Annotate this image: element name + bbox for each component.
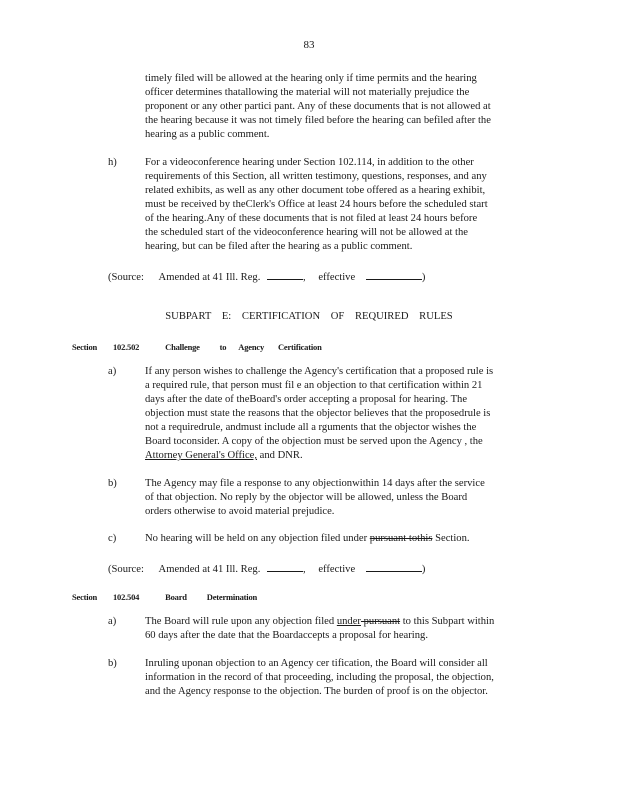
text-line: hearing, but can be filed after the hearing as a public comment. bbox=[145, 241, 413, 252]
text-line: the scheduled start of the videoconference hearing will not be allowed at the bbox=[145, 227, 468, 238]
comma: , bbox=[303, 564, 306, 575]
underlined-insertion: Attorney General's Office, bbox=[145, 450, 258, 461]
item-h-paragraph bbox=[145, 156, 537, 254]
text-line: must be received by theClerk's Office at least 24 hours before the scheduled start bbox=[145, 199, 488, 210]
section-504-item-a bbox=[145, 615, 537, 643]
text-line: 60 days after the date that the Boardaccepts a proposal for hearing. bbox=[145, 630, 428, 641]
text-line: not a requiredrule, andmust include all a rguments that the objector wishes the bbox=[145, 422, 477, 433]
text-line: officer determines thatallowing the material will not materially prejudice the bbox=[145, 87, 470, 98]
effective-date-blank bbox=[366, 560, 422, 572]
section-title-word: to bbox=[219, 342, 227, 352]
text-fragment: The Board will rule upon any objection filed bbox=[145, 616, 337, 627]
section-title-word: Board bbox=[165, 592, 187, 602]
section-102-502-heading bbox=[72, 340, 322, 354]
text-line: a required rule, that person must fil e an objection to that certification within 21 bbox=[145, 380, 483, 391]
close-paren: ) bbox=[421, 564, 426, 575]
text-line: The Agency may file a response to any objectionwithin 14 days after the service bbox=[145, 478, 485, 489]
section-502-item-a bbox=[145, 365, 537, 463]
text-line: of the hearing.Any of these documents that is not filed at least 24 hours before bbox=[145, 213, 478, 224]
text-line: of that objection. No reply by the objector will be allowed, unless the Board bbox=[145, 492, 468, 503]
item-a-marker: a) bbox=[108, 616, 117, 627]
source-note-1 bbox=[108, 268, 425, 285]
continuation-paragraph bbox=[145, 72, 537, 142]
amended-text: Amended at 41 Ill. Reg. bbox=[158, 564, 261, 575]
underlined-insertion: under bbox=[336, 616, 361, 627]
effective-text: effective bbox=[318, 564, 356, 575]
text-line bbox=[145, 449, 537, 463]
close-paren: ) bbox=[421, 272, 426, 283]
text-fragment: Section. bbox=[432, 533, 470, 544]
section-504-item-b bbox=[145, 657, 537, 699]
section-label: Section bbox=[72, 592, 98, 602]
text-line: information in the record of that proceeding, including the proposal, the objection, bbox=[145, 672, 494, 683]
item-c-marker: c) bbox=[108, 533, 117, 544]
section-number: 102.502 bbox=[112, 342, 140, 352]
text-line: requirements of this Section, all written testimony, questions, responses, and any bbox=[145, 171, 487, 182]
text-line: For a videoconference hearing under Section 102.114, in addition to the other bbox=[145, 157, 474, 168]
section-502-item-b bbox=[145, 477, 537, 519]
subpart-heading: SUBPART E: CERTIFICATION OF REQUIRED RULES bbox=[165, 311, 453, 322]
text-line: the hearing because it was not timely filed before the hearing can befiled after the bbox=[145, 115, 491, 126]
text-line: If any person wishes to challenge the Agency's certification that a proposed rule is bbox=[145, 366, 494, 377]
effective-text: effective bbox=[318, 272, 356, 283]
section-number: 102.504 bbox=[112, 592, 140, 602]
page-number: 83 bbox=[303, 39, 315, 51]
item-b-marker: b) bbox=[108, 658, 117, 669]
text-line: Board toconsider. A copy of the objection must be served upon the Agency , the bbox=[145, 436, 483, 447]
item-h-marker: h) bbox=[108, 157, 117, 168]
comma: , bbox=[303, 272, 306, 283]
struck-deletion: pursuant bbox=[360, 616, 401, 627]
text-line: proponent or any other partici pant. Any of these documents that is not allowed at bbox=[145, 101, 491, 112]
text-line: Inruling uponan objection to an Agency cer tification, the Board will consider all bbox=[145, 658, 488, 669]
text-line: hearing as a public comment. bbox=[145, 129, 270, 140]
effective-date-blank bbox=[366, 268, 422, 280]
section-title-word: Agency bbox=[238, 342, 264, 352]
source-note-2 bbox=[108, 560, 425, 577]
section-title-word: Certification bbox=[277, 342, 322, 352]
item-a-marker: a) bbox=[108, 366, 117, 377]
section-title-word: Challenge bbox=[165, 342, 200, 352]
register-page-blank bbox=[267, 268, 303, 280]
source-label: (Source: bbox=[108, 564, 144, 575]
text-fragment: and DNR. bbox=[257, 450, 303, 461]
section-102-504-heading bbox=[72, 590, 257, 604]
amended-text: Amended at 41 Ill. Reg. bbox=[158, 272, 261, 283]
struck-deletion: pursuant tothis bbox=[369, 533, 433, 544]
text-line: objection must state the reasons that the objector believes that the proposedrule is bbox=[145, 408, 491, 419]
text-line: orders otherwise to avoid material prejudice. bbox=[145, 506, 335, 517]
source-label: (Source: bbox=[108, 272, 144, 283]
section-title-word: Determination bbox=[206, 592, 258, 602]
item-b-marker: b) bbox=[108, 478, 117, 489]
text-line bbox=[145, 615, 537, 629]
section-502-item-c bbox=[145, 532, 537, 546]
text-line: timely filed will be allowed at the hearing only if time permits and the hearing bbox=[145, 73, 477, 84]
section-label: Section bbox=[72, 342, 98, 352]
text-line: related exhibits, as well as any other document tobe offered as a hearing exhibit, bbox=[145, 185, 486, 196]
text-line: and the Agency response to the objection. The burden of proof is on the objector. bbox=[145, 686, 488, 697]
text-line: days after the date of theBoard's order accepting a proposal for hearing. The bbox=[145, 394, 468, 405]
text-fragment: No hearing will be held on any objection filed under bbox=[145, 533, 370, 544]
text-fragment: to this Subpart within bbox=[400, 616, 495, 627]
register-page-blank bbox=[267, 560, 303, 572]
